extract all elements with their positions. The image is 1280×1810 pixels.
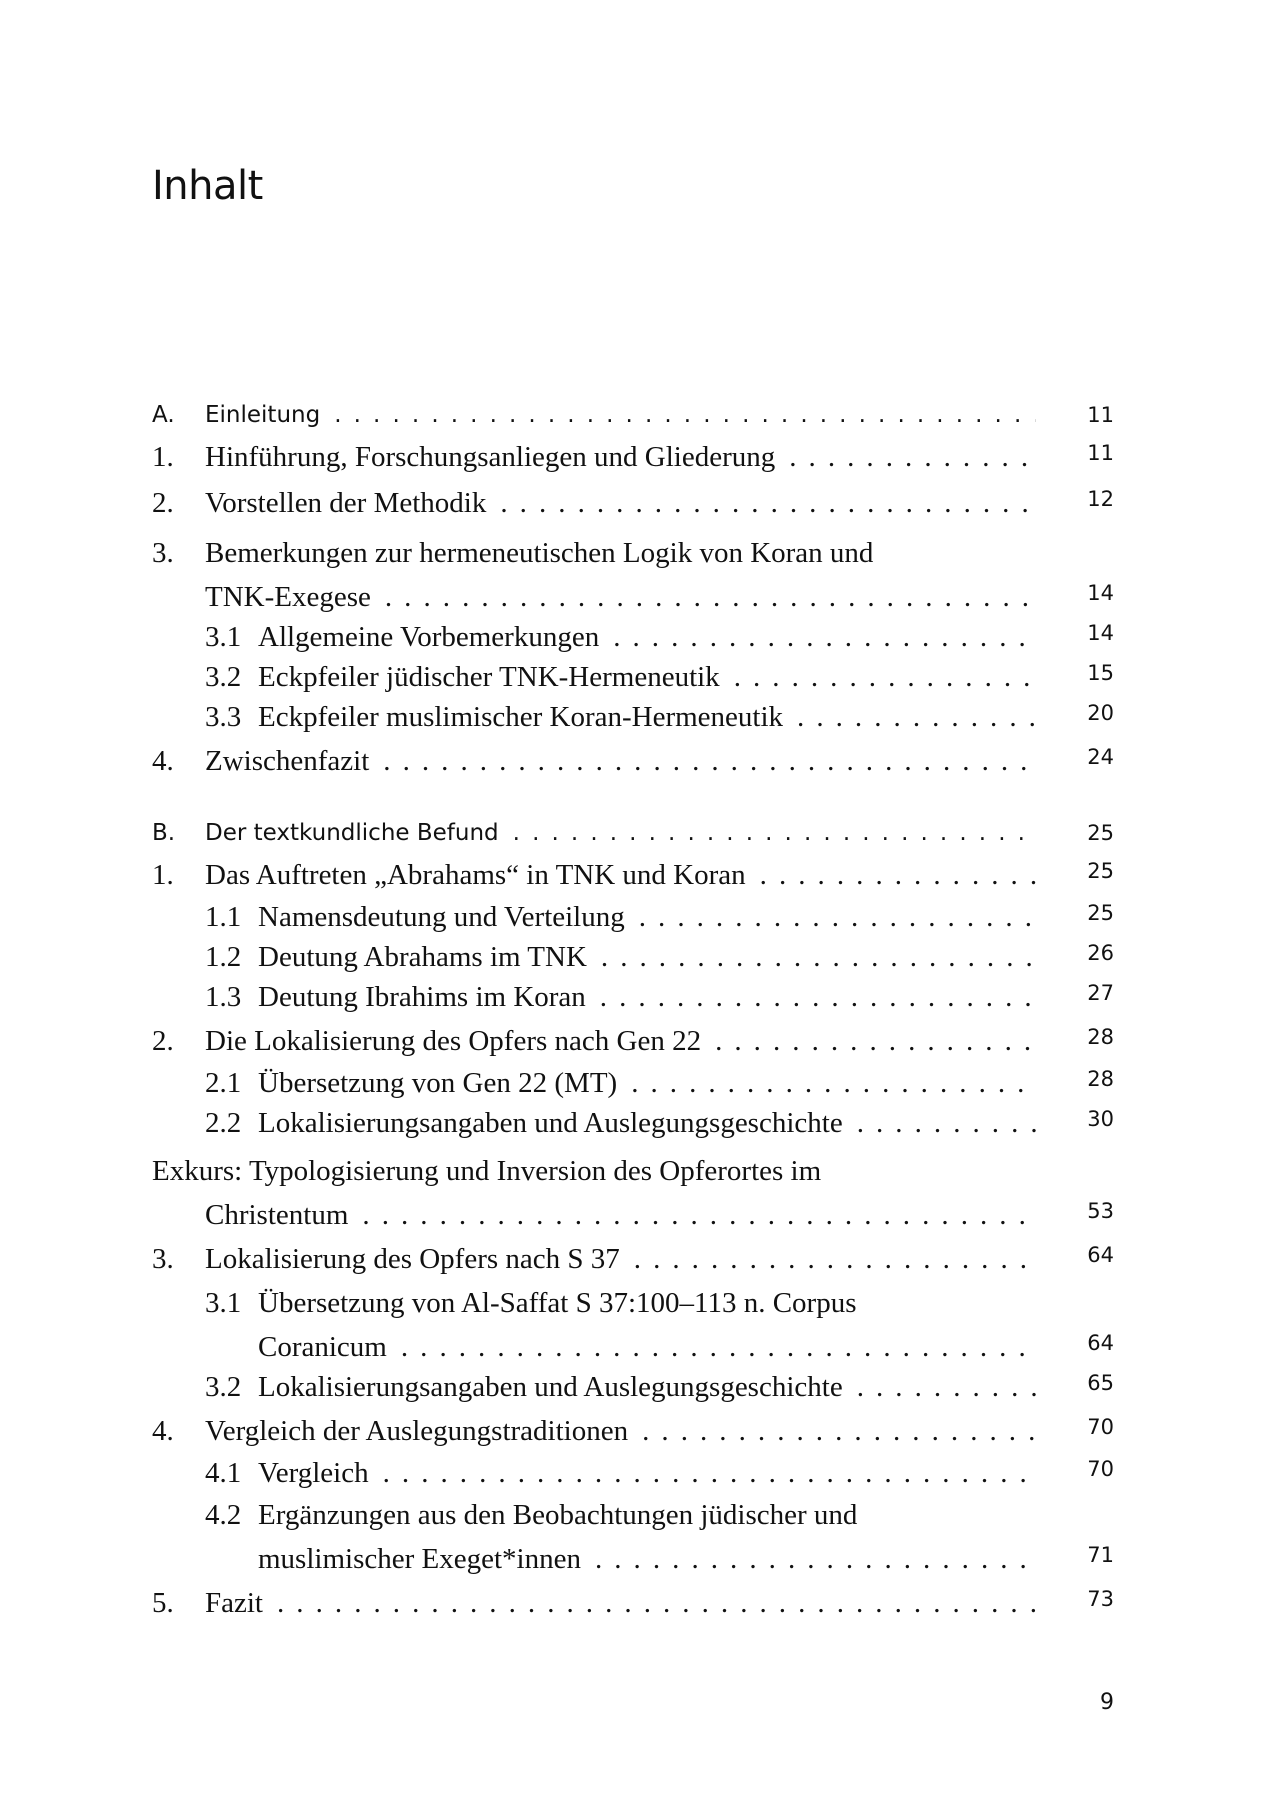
entry-number: 1. <box>152 859 174 891</box>
page-ref: 26 <box>1087 941 1114 965</box>
toc-subentry[interactable] <box>152 1369 1114 1409</box>
page-ref: 25 <box>1087 821 1114 845</box>
entry-title: Namensdeutung und Verteilung . . . <box>258 901 1036 933</box>
page-ref: 15 <box>1087 661 1114 685</box>
entry-title: Lokalisierung des Opfers nach S 37 . . . <box>205 1243 1036 1275</box>
entry-number: 3.2 <box>205 661 242 693</box>
entry-number: 2.1 <box>205 1067 242 1099</box>
page-ref: 27 <box>1087 981 1114 1005</box>
page-ref: 11 <box>1087 441 1114 465</box>
entry-title-line1: Übersetzung von Al-Saffat S 37:100–113 n. Corpus <box>258 1287 857 1319</box>
part-number: A. <box>152 402 175 428</box>
toc-subentry[interactable] <box>152 619 1114 659</box>
toc-entry[interactable] <box>152 853 1114 899</box>
entry-title: Eckpfeiler jüdischer TNK-Hermeneutik . . . <box>258 661 1036 693</box>
entry-title: Eckpfeiler muslimischer Koran-Hermeneutik . . . <box>258 701 1036 733</box>
part-title: Der textkundliche Befund . . . <box>205 820 1036 846</box>
entry-number: 4. <box>152 745 174 777</box>
toc-excursus[interactable] <box>152 1145 1114 1237</box>
page-ref: 14 <box>1087 621 1114 645</box>
page-ref: 25 <box>1087 901 1114 925</box>
page-ref: 12 <box>1087 487 1114 511</box>
entry-title: Allgemeine Vorbemerkungen . . . <box>258 621 1036 653</box>
page-ref: 20 <box>1087 701 1114 725</box>
entry-title: Deutung Abrahams im TNK . . . <box>258 941 1036 973</box>
entry-number: 4.1 <box>205 1457 242 1489</box>
page-ref: 28 <box>1087 1025 1114 1049</box>
page-ref: 25 <box>1087 859 1114 883</box>
entry-title: Vergleich . . . <box>258 1457 1036 1489</box>
toc-subentry[interactable] <box>152 699 1114 739</box>
toc-entry[interactable] <box>152 1581 1114 1627</box>
entry-title-line1: Exkurs: Typologisierung und Inversion des Opferortes im <box>152 1155 822 1187</box>
entry-number: 1.3 <box>205 981 242 1013</box>
entry-title: Fazit . . . <box>205 1587 1036 1619</box>
entry-title: Die Lokalisierung des Opfers nach Gen 22 . . . <box>205 1025 1036 1057</box>
page-ref: 70 <box>1087 1415 1114 1439</box>
entry-title-line2: Coranicum . . . <box>258 1331 1036 1363</box>
entry-number: 3.3 <box>205 701 242 733</box>
toc-part-b[interactable] <box>152 813 1114 853</box>
page-ref: 71 <box>1087 1543 1114 1567</box>
toc-subentry[interactable] <box>152 1065 1114 1105</box>
toc-entry[interactable] <box>152 739 1114 785</box>
part-title: Einleitung . . . <box>205 402 1036 428</box>
toc-subentry[interactable] <box>152 1455 1114 1495</box>
entry-number: 2. <box>152 1025 174 1057</box>
entry-number: 3.1 <box>205 621 242 653</box>
entry-title: Übersetzung von Gen 22 (MT) . . . <box>258 1067 1036 1099</box>
entry-title: Deutung Ibrahims im Koran . . . <box>258 981 1036 1013</box>
entry-title-line2: Christentum . . . <box>205 1199 1036 1231</box>
entry-title-line2: TNK-Exegese . . . <box>205 581 1036 613</box>
entry-number: 2. <box>152 487 174 519</box>
page-number: 9 <box>1100 1690 1114 1715</box>
entry-number: 4.2 <box>205 1499 242 1531</box>
table-of-contents <box>152 395 1114 1627</box>
toc-subentry[interactable] <box>152 899 1114 939</box>
entry-number: 3. <box>152 537 174 569</box>
page-ref: 73 <box>1087 1587 1114 1611</box>
page-ref: 65 <box>1087 1371 1114 1395</box>
toc-entry[interactable] <box>152 1409 1114 1455</box>
entry-number: 1.1 <box>205 901 242 933</box>
toc-entry[interactable] <box>152 527 1114 619</box>
entry-number: 3.2 <box>205 1371 242 1403</box>
toc-entry[interactable] <box>152 481 1114 527</box>
part-number: B. <box>152 820 176 846</box>
entry-title-line1: Ergänzungen aus den Beobachtungen jüdischer und <box>258 1499 858 1531</box>
entry-number: 5. <box>152 1587 174 1619</box>
entry-number: 1. <box>152 441 174 473</box>
entry-title: Vorstellen der Methodik . . . <box>205 487 1036 519</box>
toc-subentry[interactable] <box>152 1105 1114 1145</box>
page-ref: 53 <box>1087 1199 1114 1223</box>
page-ref: 64 <box>1087 1243 1114 1267</box>
entry-title: Zwischenfazit . . . <box>205 745 1036 777</box>
entry-title: Das Auftreten „Abrahams“ in TNK und Koran . . . <box>205 859 1036 891</box>
entry-title-line1: Bemerkungen zur hermeneutischen Logik von Koran und <box>205 537 874 569</box>
entry-number: 3. <box>152 1243 174 1275</box>
entry-title: Lokalisierungsangaben und Auslegungsgeschichte . . . <box>258 1371 1036 1403</box>
toc-subentry[interactable] <box>152 939 1114 979</box>
entry-title: Hinführung, Forschungsanliegen und Gliederung . . . <box>205 441 1036 473</box>
page-title: Inhalt <box>152 163 263 209</box>
page-ref: 14 <box>1087 581 1114 605</box>
page-ref: 28 <box>1087 1067 1114 1091</box>
entry-number: 1.2 <box>205 941 242 973</box>
toc-subentry[interactable] <box>152 1283 1114 1369</box>
toc-entry[interactable] <box>152 1019 1114 1065</box>
toc-subentry[interactable] <box>152 659 1114 699</box>
entry-title: Lokalisierungsangaben und Auslegungsgeschichte . . . <box>258 1107 1036 1139</box>
page-ref: 24 <box>1087 745 1114 769</box>
toc-entry[interactable] <box>152 1237 1114 1283</box>
page-ref: 64 <box>1087 1331 1114 1355</box>
toc-entry[interactable] <box>152 435 1114 481</box>
entry-title: Vergleich der Auslegungstraditionen . . . <box>205 1415 1036 1447</box>
entry-number: 2.2 <box>205 1107 242 1139</box>
toc-part-a[interactable] <box>152 395 1114 435</box>
page-ref: 11 <box>1087 403 1114 427</box>
page-ref: 30 <box>1087 1107 1114 1131</box>
entry-title-line2: muslimischer Exeget*innen . . . <box>258 1543 1036 1575</box>
page-ref: 70 <box>1087 1457 1114 1481</box>
toc-subentry[interactable] <box>152 1495 1114 1581</box>
entry-number: 3.1 <box>205 1287 242 1319</box>
entry-number: 4. <box>152 1415 174 1447</box>
toc-subentry[interactable] <box>152 979 1114 1019</box>
